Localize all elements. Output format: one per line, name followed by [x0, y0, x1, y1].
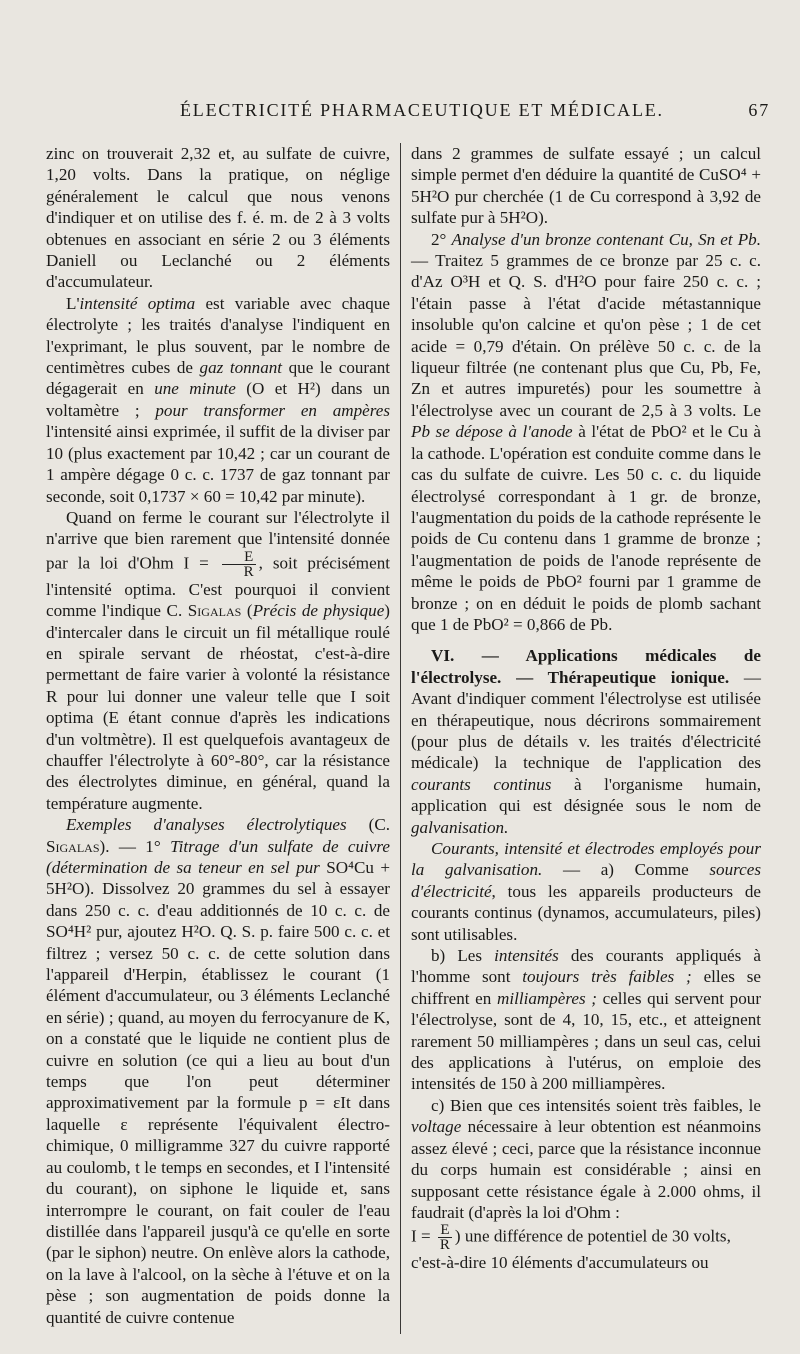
paragraph: Quand on ferme le courant sur l'électrolyte il n'arrive que bien rarement que l'intensité donnée par la loi d'Ohm I = $\frac{E}{R}$ , soit précisément l'intensité optima. C'est pourquoi il convient comme l'indique C. Sigalas (Précis de physique) d'intercaler dans le circuit un fil métallique roulé en spirale servant de rhéostat, c'est-à-dire permettant de faire varier à volonté la résistance R pour lui donner une valeur telle que I soit optima (E étant connue d'après les indications d'un voltmètre). Il est quelquefois avantageux de chauffer l'électrolyte à 60°-80°, car la résistance des électrolytes diminue, en général, quand la température augmente. [46, 507, 390, 813]
paragraph: Exemples d'analyses électrolytiques (C. Sigalas). — 1° Titrage d'un sulfate de cuivre (détermination de sa teneur en sel pur SO⁴Cu + 5H²O). Dissolvez 20 grammes du sel à essayer dans 250 c. c. d'eau additionnés de 10 c. c. de SO⁴H² pur, ajoutez H²O. Q. S. p. faire 500 c. c. et filtrez ; versez 50 c. c. de cette solution dans l'appareil d'Herpin, établissez le courant (1 élément d'accumulateur, ou 3 éléments Leclanché en série) ; quand, au moyen du ferrocyanure de K, on a constaté que le liquide ne contient plus de cuivre en solution (ce qui a lieu au bout d'un temps que l'on peut déterminer approximativement par la formule p = εIt dans laquelle ε représente l'équivalent électro-chimique, 0 milligramme 327 du cuivre rapporté au coulomb, t le temps en secondes, et I l'intensité du courant), on siphone le liquide et, sans interrompre le courant, on fait couler de l'eau distillée dans l'appareil jusqu'à ce qu'elle en sorte (par le siphon) neutre. On enlève alors la cathode, on la lave à l'alcool, on la sèche à l'étuve et on la pèse ; son augmentation de poids donne la quantité de cuivre contenue [46, 815, 391, 1327]
paragraph: c'est-à-dire 10 éléments d'accumulateurs ou [411, 1253, 709, 1273]
paragraph: dans 2 grammes de sulfate essayé ; un calcul simple permet d'en déduire la quantité de CuSO⁴ + 5H²O pur cherchée (1 de Cu correspond à 3,92 de sulfate pur à 5H²O). [411, 144, 761, 228]
ohm-formula: $\frac{E}{R}$ [439, 1222, 450, 1254]
right-column [400, 143, 761, 1334]
left-column [46, 143, 390, 1334]
running-header [160, 100, 770, 121]
paragraph: L'intensité optima est variable avec chaque électrolyte ; les traités d'analyse l'indiquent en l'exprimant, le plus souvent, par le nombre de centimètres cubes de gaz tonnant que le courant dégagerait en une minute (O et H²) dans un voltamètre ; pour transformer en ampères l'intensité ainsi exprimée, il suffit de la diviser par 10 (plus exactement par 10,42 ; car un courant de 1 ampère dégage 0 c. c. 1737 de gaz tonnant par seconde, soit 0,1737 × 60 = 10,42 par minute). [46, 293, 390, 506]
two-column-body [46, 143, 770, 1334]
paragraph: 2° Analyse d'un bronze contenant Cu, Sn et Pb. — Traitez 5 grammes de ce bronze par 25 c. c. d'Az O³H et Q. S. d'H²O pour faire 250 c. c. ; l'étain passe à l'état d'acide métastannique insoluble qu'on calcine et qu'on pèse ; 1 de cet acide = 0,79 d'étain. On prélève 50 c. c. de la liqueur filtrée (ne contenant plus que Cu, Pb, Fe, Zn et autres impuretés) pour les soumettre à l'électrolyse avec un courant de 2,5 à 3 volts. Le Pb se dépose à l'anode à l'état de PbO² et le Cu à la cathode. L'opération est conduite comme dans le cas du sulfate de cuivre. Les 50 c. c. du liquide électrolysé correspondant à 1 gr. de bronze, l'augmentation du poids de la cathode représente le poids de Cu contenu dans 1 gramme de bronze ; l'augmentation de poids de l'anode représente de même le poids de PbO² fourni par 1 gramme de bronze ; on en déduit le poids de plomb sachant que 1 de PbO² = 0,866 de Pb. [411, 229, 762, 634]
section-paragraph: VI. — Applications médicales de l'électrolyse. — Thérapeutique ionique. — Avant d'indiquer comment l'électrolyse est utilisée en thérapeutique, nous décrirons sommairement (pour plus de détails v. les traités d'électricité médicale) la technique de l'application des courants continus à l'organisme humain, application qui est désignée sous le nom de galvanisation. [411, 646, 762, 837]
section-title: VI. — Applications médicales de l'électrolyse. — Thérapeutique ionique. [411, 646, 761, 687]
formula-line: I = $\frac{E}{R}$ ) une différence de potentiel de 30 volts, [411, 1222, 731, 1254]
paragraph: zinc on trouverait 2,32 et, au sulfate de cuivre, 1,20 volts. Dans la pratique, on néglige généralement le calcul que nous venons d'indiquer et on utilise des f. é. m. de 2 à 3 volts obtenues en associant en série 2 ou 3 éléments Daniell ou Leclanché ou 2 éléments d'accumulateur. [46, 144, 390, 292]
ohm-formula: $\frac{E}{R}$ [222, 550, 256, 579]
paragraph: c) Bien que ces intensités soient très faibles, le voltage nécessaire à leur obtention est néanmoins assez élevé ; ceci, parce que la résistance inconnue du corps humain est considérable ; ainsi en supposant cette résistance égale à 2.000 ohms, il faudrait (d'après la loi d'Ohm : [411, 1095, 761, 1222]
running-title: ÉLECTRICITÉ PHARMACEUTIQUE ET MÉDICALE. [180, 100, 664, 120]
paragraph: b) Les intensités des courants appliqués à l'homme sont toujours très faibles ; elles se chiffrent en milliampères ; celles qui servent pour l'électrolyse, sont de 4, 10, 15, etc., et atteignent rarement 50 milliampères ; dans un seul cas, celui des applications à l'utérus, on emploie des intensités de 150 à 200 milliampères. [411, 946, 762, 1094]
page-number: 67 [748, 100, 770, 120]
paragraph: Courants, intensité et électrodes employés pour la galvanisation. — a) Comme sources d'électricité, tous les appareils producteurs de courants continus (dynamos, accumulateurs, piles) sont utilisables. [411, 839, 761, 944]
